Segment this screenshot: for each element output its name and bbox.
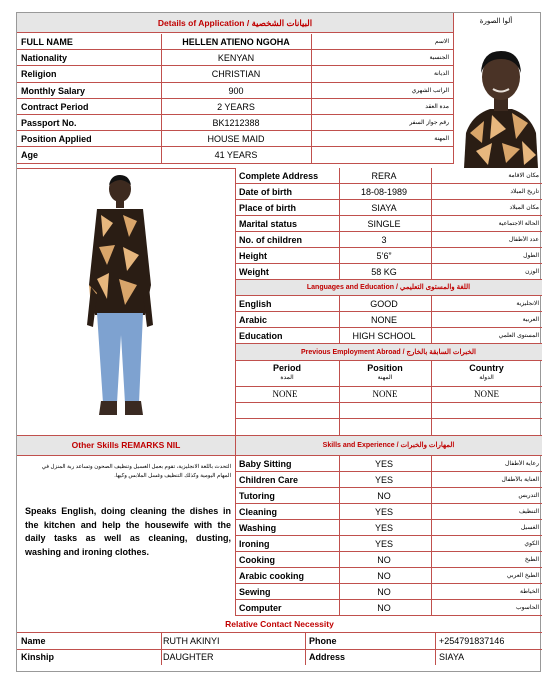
- divider: [339, 456, 340, 616]
- divider: [235, 386, 542, 387]
- detail-arabic: الطول: [523, 253, 539, 259]
- detail-value: SINGLE: [367, 219, 401, 229]
- skill-arabic: العناية بالأطفال: [501, 477, 539, 483]
- detail-value: 3: [381, 235, 387, 245]
- remarks-text: Speaks English, doing cleaning the dishes in the kitchen and help the housewife with the daily tasks as well as cleaning, dusting, washing and ironing clothes.: [25, 506, 231, 557]
- detail-row: [235, 232, 542, 248]
- full-body-photo: [79, 175, 161, 427]
- skill-label: Cooking: [239, 555, 275, 565]
- language-row: [235, 312, 542, 328]
- personal-row: [17, 99, 453, 115]
- personal-label: Age: [21, 150, 39, 161]
- contact-kinship-label: Kinship: [21, 652, 54, 662]
- personal-value: CHRISTIAN: [211, 69, 261, 80]
- detail-value: SIAYA: [371, 203, 397, 213]
- detail-row: [235, 168, 542, 184]
- skill-label: Baby Sitting: [239, 459, 292, 469]
- divider: [235, 402, 542, 403]
- divider: [339, 361, 340, 435]
- divider: [17, 168, 235, 169]
- skill-row: [235, 456, 542, 472]
- skill-value: NO: [377, 571, 391, 581]
- skill-arabic: الغسيل: [520, 525, 539, 531]
- divider: [17, 649, 542, 650]
- skill-row: [235, 488, 542, 504]
- divider: [435, 633, 436, 665]
- contact-title: Relative Contact Necessity: [225, 619, 334, 629]
- divider: [431, 168, 432, 280]
- employment-column-header: Country: [469, 363, 504, 373]
- divider: [235, 418, 542, 419]
- personal-label: Passport No.: [21, 118, 77, 128]
- detail-value: RERA: [371, 171, 397, 181]
- language-label: English: [239, 299, 272, 309]
- divider: [161, 633, 162, 665]
- remarks-arabic: التحدث باللغة الانجليزية، تقوم بعمل الغسيل وتنظيف الصحون وتساعد ربة المنزل في المهام اليومية وكذلك التنظيف وغسل الملابس وكيها.: [41, 464, 231, 479]
- skill-value: NO: [377, 587, 391, 597]
- contact-phone-value: +254791837146: [439, 636, 505, 646]
- detail-arabic: تاريخ الميلاد: [510, 189, 539, 195]
- language-row: [235, 296, 542, 312]
- languages-title: Languages and Education / اللغة والمستوى التعليمي: [306, 284, 471, 291]
- personal-label: Nationality: [21, 53, 68, 64]
- personal-row: [17, 83, 453, 99]
- personal-row: [17, 131, 453, 147]
- personal-arabic: الجنسية: [429, 55, 449, 62]
- employment-column-arabic: المهنة: [377, 375, 393, 381]
- skill-value: YES: [374, 475, 393, 485]
- language-arabic: العربية: [522, 317, 539, 323]
- language-label: Education: [239, 331, 283, 341]
- skill-row: [235, 552, 542, 568]
- skill-arabic: التدريس: [518, 493, 539, 499]
- personal-value: 41 YEARS: [214, 150, 258, 161]
- skill-value: YES: [374, 523, 393, 533]
- employment-header: [235, 344, 542, 361]
- divider: [235, 280, 236, 344]
- personal-value: HELLEN ATIENO NGOHA: [182, 37, 290, 47]
- skill-value: NO: [377, 555, 391, 565]
- skill-label: Sewing: [239, 587, 271, 597]
- skill-arabic: الحاسوب: [516, 605, 539, 611]
- personal-row: [17, 34, 453, 50]
- skill-label: Arabic cooking: [239, 571, 305, 581]
- personal-arabic: رقم جواز السفر: [409, 120, 449, 126]
- employment-column-arabic: الدولة: [479, 375, 494, 381]
- contact-address-label: Address: [309, 652, 346, 662]
- detail-value: 18-08-1989: [360, 187, 408, 197]
- employment-title: Previous Employment Abroad / الخبرات السابقة بالخارج: [300, 349, 476, 356]
- skill-row: [235, 600, 542, 616]
- skill-row: [235, 520, 542, 536]
- skill-label: Tutoring: [239, 491, 275, 501]
- contact-header: [17, 616, 542, 633]
- language-arabic: الانجليزية: [516, 301, 539, 307]
- personal-arabic: الاسم: [434, 39, 449, 45]
- skill-row: [235, 504, 542, 520]
- skill-arabic: الكوي: [524, 541, 539, 547]
- personal-row: [17, 115, 453, 131]
- contact-kinship-value: DAUGHTER: [163, 652, 214, 662]
- employment-value: NONE: [474, 389, 499, 399]
- divider: [431, 361, 432, 435]
- divider: [431, 456, 432, 616]
- language-arabic: المستوى العلمي: [498, 333, 539, 339]
- personal-value: HOUSE MAID: [207, 134, 265, 145]
- divider: [339, 168, 340, 280]
- skill-label: Ironing: [239, 539, 270, 549]
- personal-arabic: الديانة: [433, 71, 449, 78]
- skill-arabic: رعاية الأطفال: [505, 461, 539, 467]
- personal-label: FULL NAME: [21, 37, 73, 47]
- skill-label: Cleaning: [239, 507, 278, 517]
- skill-arabic: الخياطة: [520, 589, 539, 595]
- application-form: [16, 12, 541, 672]
- contact-address-value: SIAYA: [439, 652, 465, 662]
- skill-arabic: الطبخ العربي: [506, 573, 539, 579]
- detail-value: 58 KG: [371, 267, 397, 277]
- skill-value: YES: [374, 507, 393, 517]
- headshot-photo: [462, 43, 540, 168]
- detail-arabic: مكان الاقامة: [508, 173, 539, 179]
- personal-row: [17, 50, 453, 66]
- skills-title: Skills and Experience / المهارات والخبرات: [322, 442, 455, 449]
- personal-value: BK1212388: [212, 118, 260, 128]
- language-value: GOOD: [370, 299, 398, 309]
- personal-arabic: المهنة: [434, 136, 449, 143]
- detail-label: Marital status: [239, 219, 298, 229]
- skill-arabic: التنظيف: [518, 509, 539, 515]
- divider: [453, 13, 454, 164]
- skill-label: Washing: [239, 523, 277, 533]
- detail-arabic: مكان الميلاد: [509, 205, 539, 211]
- divider: [431, 296, 432, 344]
- detail-row: [235, 184, 542, 200]
- personal-label: Contract Period: [21, 101, 89, 112]
- detail-value: 5’6”: [376, 251, 392, 261]
- personal-value: 2 YEARS: [217, 101, 255, 112]
- personal-value: KENYAN: [217, 53, 255, 64]
- contact-phone-label: Phone: [309, 636, 337, 646]
- employment-column-arabic: المدة: [280, 375, 294, 381]
- personal-arabic: مدة العقد: [425, 103, 449, 110]
- detail-arabic: الوزن: [525, 269, 539, 275]
- skill-label: Computer: [239, 603, 282, 613]
- skill-row: [235, 568, 542, 584]
- skill-value: NO: [377, 491, 391, 501]
- contact-name-label: Name: [21, 636, 46, 646]
- skill-arabic: الطبخ: [524, 557, 539, 563]
- employment-value: NONE: [372, 389, 398, 399]
- detail-row: [235, 216, 542, 232]
- title-bar: [17, 13, 453, 33]
- personal-arabic: الراتب الشهري: [411, 87, 449, 94]
- detail-row: [235, 248, 542, 264]
- skill-label: Children Care: [239, 475, 299, 485]
- employment-value: NONE: [272, 389, 298, 399]
- skill-row: [235, 584, 542, 600]
- detail-label: Height: [239, 251, 267, 261]
- detail-label: Complete Address: [239, 171, 319, 181]
- skill-row: [235, 472, 542, 488]
- skill-value: YES: [374, 459, 393, 469]
- other-skills-header: [17, 435, 235, 456]
- skill-value: NO: [377, 603, 391, 613]
- personal-label: Position Applied: [21, 134, 92, 145]
- divider: [305, 633, 306, 665]
- detail-row: [235, 264, 542, 280]
- divider: [235, 435, 236, 616]
- photo-caption: ألوا الصورة: [479, 18, 513, 25]
- skills-header: [235, 435, 542, 456]
- form-title: Details of Application / البيانات الشخصية: [157, 18, 313, 28]
- personal-label: Monthly Salary: [21, 85, 86, 96]
- personal-value: 900: [228, 85, 244, 96]
- contact-name-value: RUTH AKINYI: [163, 636, 220, 646]
- skill-value: YES: [374, 539, 393, 549]
- other-skills-title: Other Skills REMARKS NIL: [71, 440, 181, 450]
- detail-label: Date of birth: [239, 187, 292, 197]
- divider: [235, 168, 236, 280]
- divider: [339, 296, 340, 344]
- language-value: HIGH SCHOOL: [352, 331, 416, 341]
- employment-column-header: Period: [272, 363, 301, 373]
- language-value: NONE: [370, 315, 397, 325]
- detail-label: No. of children: [239, 235, 302, 245]
- detail-row: [235, 200, 542, 216]
- divider: [161, 34, 162, 164]
- employment-column-header: Position: [367, 363, 403, 373]
- personal-row: [17, 66, 453, 82]
- personal-label: Religion: [21, 69, 57, 80]
- detail-label: Weight: [239, 267, 269, 277]
- detail-arabic: عدد الأطفال: [508, 237, 539, 243]
- skill-row: [235, 536, 542, 552]
- divider: [311, 34, 312, 164]
- languages-header: [235, 280, 542, 296]
- language-row: [235, 328, 542, 344]
- detail-label: Place of birth: [239, 203, 297, 213]
- personal-row: [17, 147, 453, 163]
- detail-arabic: الحالة الاجتماعية: [498, 221, 539, 227]
- divider: [235, 344, 236, 435]
- language-label: Arabic: [239, 315, 268, 325]
